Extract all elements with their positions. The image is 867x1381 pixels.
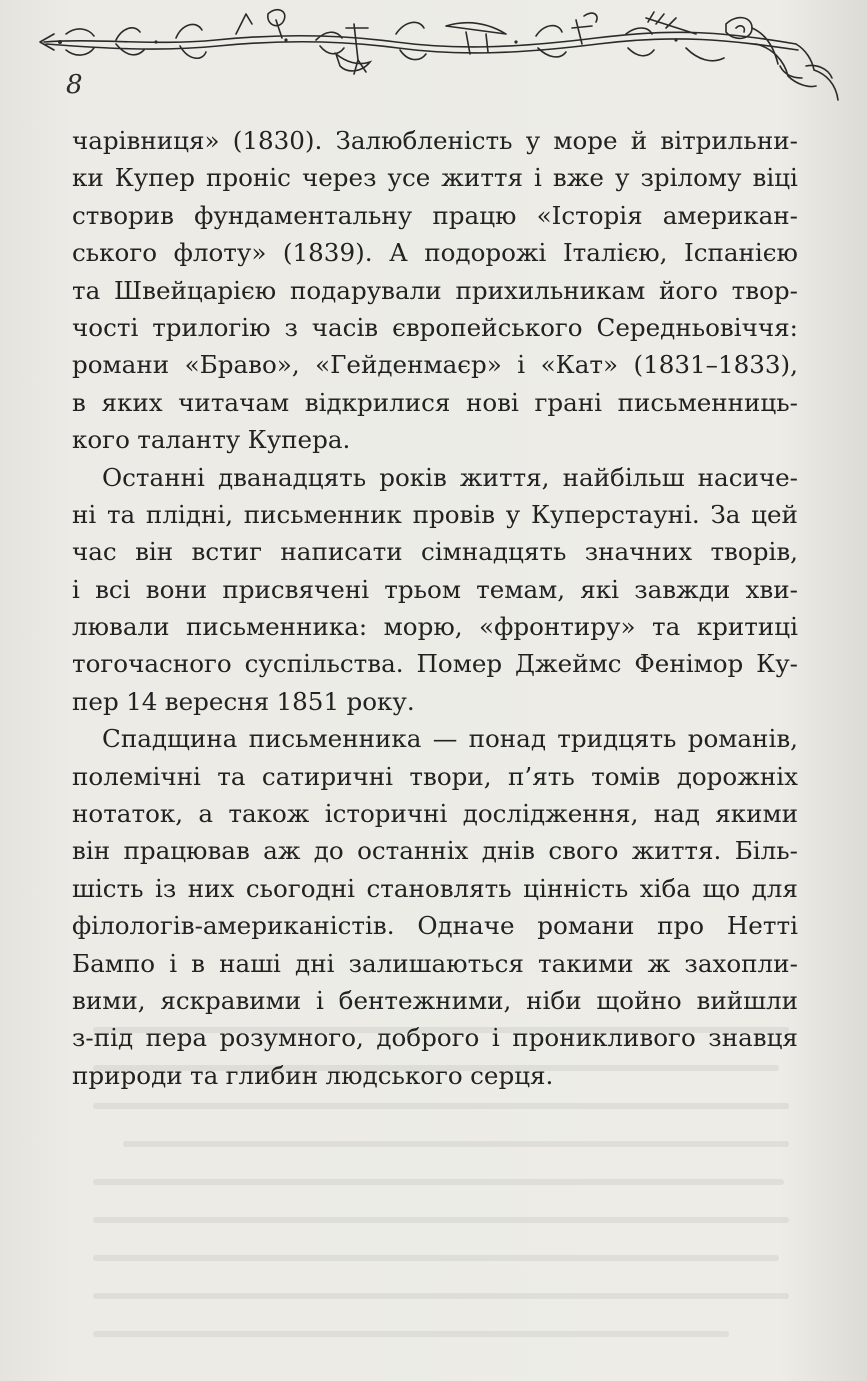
text-line: і всі вони присвячені трьом темам, які завжди хви- — [72, 574, 798, 604]
text-line: пер 14 вересня 1851 року. — [72, 686, 415, 716]
text-line: ки Купер проніс через усе життя і вже у зрілому віці — [72, 163, 798, 193]
text-line: тогочасного суспільства. Помер Джеймс Фенімор Ку- — [72, 649, 798, 679]
text-line: з-під пера розумного, доброго і проникливого знавця — [72, 1023, 798, 1053]
body-text — [72, 122, 798, 1094]
text-line: Бампо і в наші дні залишаються такими ж захопли- — [72, 948, 798, 978]
text-line: природи та глибин людського серця. — [72, 1060, 554, 1090]
text-line: в яких читачам відкрилися нові грані письменниць- — [72, 387, 798, 417]
text-line: та Швейцарією подарували прихильникам його твор- — [72, 275, 798, 305]
text-line: він працював аж до останніх днів свого життя. Біль- — [72, 836, 798, 866]
text-line: створив фундаментальну працю «Історія американ- — [72, 200, 798, 230]
text-line: романи «Браво», «Гейденмаєр» і «Кат» (1831–1833), — [72, 350, 798, 380]
text-line: Спадщина письменника — понад тридцять романів, — [102, 724, 798, 754]
text-line: полемічні та сатиричні твори, п’ять томів дорожніх — [72, 761, 798, 791]
text-line: шість із них сьогодні становлять цінність хіба що для — [72, 873, 798, 903]
text-line: лювали письменника: морю, «фронтиру» та критиці — [72, 612, 798, 642]
text-line: ського флоту» (1839). А подорожі Італією, Іспанією — [72, 238, 798, 268]
text-line: чості трилогію з часів європейського Середньовіччя: — [72, 312, 798, 342]
text-line: філологів-американістів. Одначе романи про Нетті — [72, 911, 798, 941]
page-number: 8 — [66, 70, 83, 100]
text-line: кого таланту Купера. — [72, 425, 351, 455]
text-line: ні та плідні, письменник провів у Куперстауні. За цей — [72, 499, 798, 529]
show-through-text — [86, 1010, 806, 1340]
text-line: вими, яскравими і бентежними, ніби щойно вийшли — [72, 985, 798, 1015]
text-line: час він встиг написати сімнадцять значних творів, — [72, 537, 798, 567]
floral-ornament-header — [36, 4, 846, 108]
text-line: чарівниця» (1830). Залюбленість у море й вітрильни- — [72, 126, 798, 155]
text-line: Останні дванадцять років життя, найбільш насиче- — [102, 462, 798, 492]
text-line: нотаток, а також історичні дослідження, над якими — [72, 799, 798, 829]
